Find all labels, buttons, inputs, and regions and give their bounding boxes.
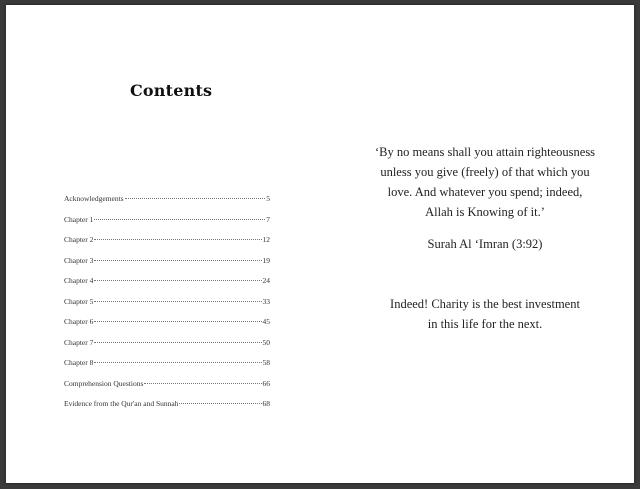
toc-dot-leader <box>94 239 261 240</box>
toc-dot-leader <box>179 403 261 404</box>
toc-dot-leader <box>144 383 261 384</box>
toc-dot-leader <box>94 342 261 343</box>
toc-dot-leader <box>94 280 261 281</box>
toc-dot-leader <box>94 260 261 261</box>
toc-entry <box>64 379 270 400</box>
charity-line: Indeed! Charity is the best investment <box>390 297 580 311</box>
book-spread <box>6 5 634 483</box>
charity-statement <box>350 294 620 334</box>
toc-entry <box>64 297 270 318</box>
toc-entry-label: Acknowledgements <box>64 194 124 203</box>
contents-page <box>6 5 320 483</box>
toc-entry-page: 68 <box>262 399 270 408</box>
toc-entry-label: Chapter 8 <box>64 358 94 367</box>
toc-entry-label: Chapter 6 <box>64 317 94 326</box>
toc-dot-leader <box>94 362 261 363</box>
quote-line: Allah is Knowing of it.’ <box>425 205 545 219</box>
toc-entry-page: 19 <box>262 255 270 265</box>
toc-entry <box>64 276 270 297</box>
toc-dot-leader <box>94 301 261 302</box>
toc-entry <box>64 194 270 215</box>
quote-line: love. And whatever you spend; indeed, <box>387 185 583 199</box>
toc-entry-page: 66 <box>262 378 270 388</box>
toc-entry <box>64 215 270 236</box>
epigraph-page <box>320 5 634 483</box>
contents-title: Contents <box>130 81 213 100</box>
toc-entry-page: 7 <box>266 214 270 224</box>
toc-dot-leader <box>125 198 266 199</box>
quote-source: Surah Al ‘Imran (3:92) <box>427 237 543 251</box>
quote-line: ‘By no means shall you attain righteousness <box>374 145 596 159</box>
toc-entry-page: 24 <box>262 276 270 285</box>
toc-entry <box>64 338 270 359</box>
toc-entry-page: 5 <box>266 194 270 203</box>
quote-line: unless you give (freely) of that which you <box>380 165 590 179</box>
toc-entry-page: 12 <box>262 235 270 244</box>
table-of-contents <box>64 194 270 420</box>
toc-entry <box>64 358 270 379</box>
toc-entry-page: 58 <box>262 358 270 367</box>
toc-entry-label: Chapter 4 <box>64 276 94 285</box>
toc-entry-label: Chapter 7 <box>64 337 94 347</box>
toc-entry-page: 33 <box>262 296 270 306</box>
toc-entry-label: Chapter 2 <box>64 235 94 244</box>
toc-entry-page: 45 <box>262 317 270 326</box>
toc-dot-leader <box>94 321 261 322</box>
toc-entry <box>64 235 270 256</box>
toc-entry-label: Chapter 1 <box>64 214 94 224</box>
toc-entry <box>64 256 270 277</box>
toc-entry <box>64 317 270 338</box>
toc-entry-label: Chapter 5 <box>64 296 94 306</box>
toc-entry-label: Evidence from the Qur'an and Sunnah <box>64 399 179 408</box>
quran-quote <box>350 142 620 222</box>
toc-entry-label: Chapter 3 <box>64 255 94 265</box>
toc-entry <box>64 399 270 420</box>
charity-line: in this life for the next. <box>427 317 543 331</box>
toc-entry-page: 50 <box>262 337 270 347</box>
toc-entry-label: Comprehension Questions <box>64 378 144 388</box>
toc-dot-leader <box>94 219 265 220</box>
